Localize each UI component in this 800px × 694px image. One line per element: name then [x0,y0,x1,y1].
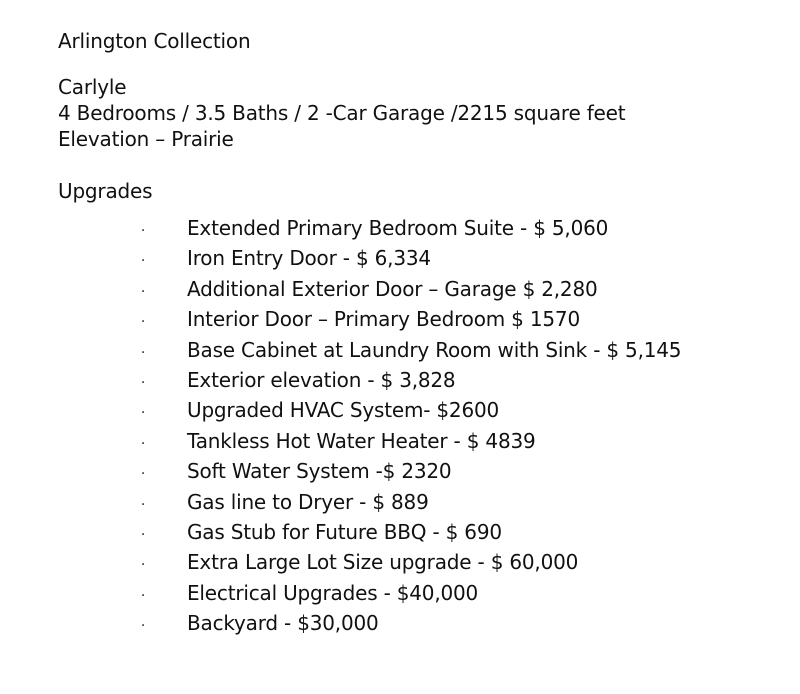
bullet-icon: · [140,374,146,391]
upgrade-text: Soft Water System -$ 2320 [187,459,452,484]
bullet-icon: · [140,314,146,331]
upgrade-item [58,428,778,458]
upgrade-text: Gas line to Dryer - $ 889 [187,489,429,514]
document-body [58,28,778,640]
upgrade-text: Additional Exterior Door – Garage $ 2,280 [187,276,598,301]
bullet-icon: · [140,466,146,483]
upgrade-item [58,337,778,367]
bullet-icon: · [140,253,146,270]
upgrade-text: Backyard - $30,000 [187,611,379,636]
upgrade-text: Upgraded HVAC System- $2600 [187,398,500,423]
upgrade-item [58,580,778,610]
bullet-icon: · [140,526,146,543]
upgrade-item [58,276,778,306]
upgrade-text: Tankless Hot Water Heater - $ 4839 [187,428,536,453]
bullet-icon: · [140,435,146,452]
upgrade-item [58,215,778,245]
upgrade-text: Gas Stub for Future BBQ - $ 690 [187,519,502,544]
bullet-icon: · [140,496,146,513]
model-name: Carlyle [58,75,127,99]
collection-title: Arlington Collection [58,29,251,53]
upgrades-list [58,215,778,640]
upgrade-text: Extra Large Lot Size upgrade - $ 60,000 [187,550,579,575]
upgrade-item [58,519,778,549]
upgrade-text: Exterior elevation - $ 3,828 [187,367,456,392]
bullet-icon: · [140,283,146,300]
bullet-icon: · [140,557,146,574]
bullet-icon: · [140,618,146,635]
upgrade-text: Base Cabinet at Laundry Room with Sink - $ 5,145 [187,337,682,362]
upgrade-text: Iron Entry Door - $ 6,334 [187,246,431,271]
upgrade-item [58,367,778,397]
upgrade-item [58,458,778,488]
upgrade-text: Interior Door – Primary Bedroom $ 1570 [187,307,580,332]
upgrade-text: Electrical Upgrades - $40,000 [187,580,479,605]
upgrade-item [58,397,778,427]
upgrade-item [58,610,778,640]
bullet-icon: · [140,405,146,422]
bullet-icon: · [140,344,146,361]
bullet-icon: · [140,223,146,239]
model-elevation: Elevation – Prairie [58,127,234,151]
upgrade-item [58,245,778,275]
upgrades-heading: Upgrades [58,179,153,203]
model-specs: 4 Bedrooms / 3.5 Baths / 2 -Car Garage /2215 square feet [58,101,626,125]
bullet-icon: · [140,587,146,604]
upgrade-item [58,306,778,336]
upgrade-item [58,549,778,579]
upgrade-text: Extended Primary Bedroom Suite - $ 5,060 [187,216,609,240]
upgrade-item [58,489,778,519]
